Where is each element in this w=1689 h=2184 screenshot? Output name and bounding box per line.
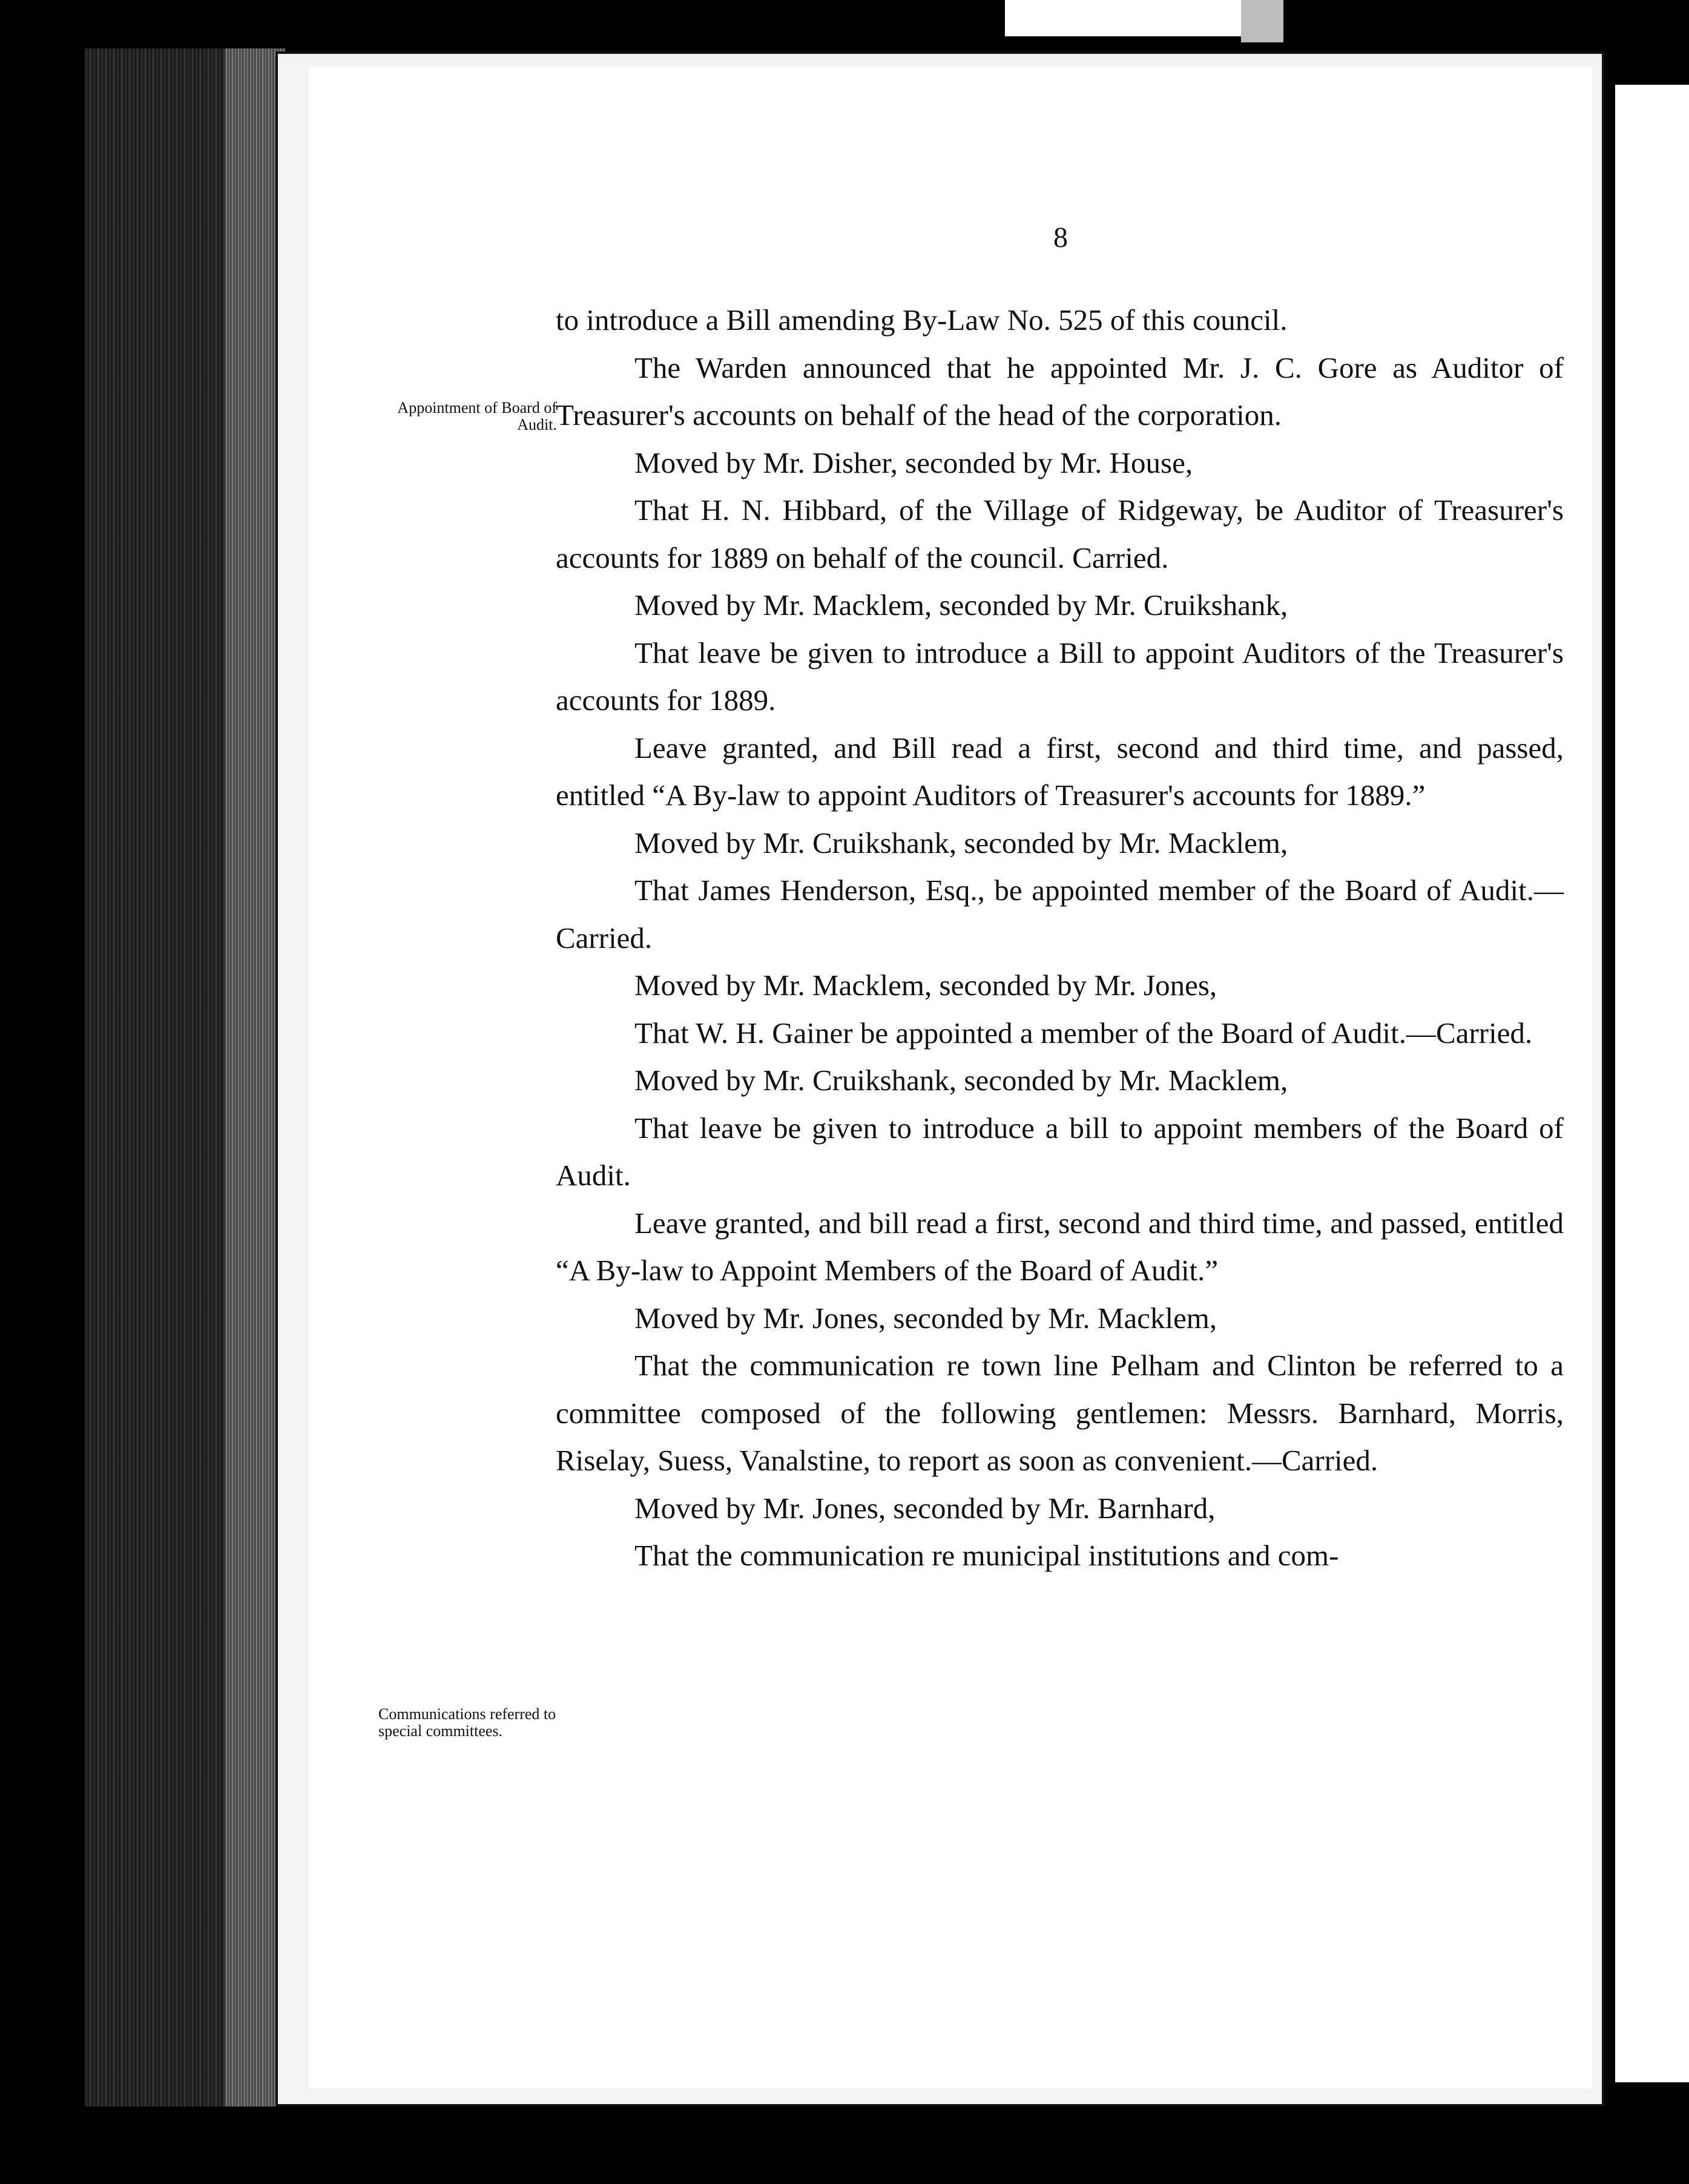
scan-artifact-top: [1005, 0, 1241, 36]
minutes-text: [556, 297, 1564, 1580]
paragraph: That the communication re municipal institutions and com-: [634, 1539, 1339, 1572]
margin-note-communications: Communications referred to special committees.: [378, 1705, 556, 1740]
page-number: 8: [1053, 222, 1068, 254]
paragraph: The Warden announced that he appointed Mr. J. C. Gore as Auditor of Treasurer's accounts on behalf of the head of the corporation.: [556, 350, 1564, 432]
motion-line: Moved by Mr. Macklem, seconded by Mr. Jones,: [634, 969, 1217, 1002]
motion-line: Moved by Mr. Cruikshank, seconded by Mr. Macklem,: [634, 826, 1288, 860]
motion-line: Moved by Mr. Jones, seconded by Mr. Macklem,: [634, 1301, 1217, 1335]
paragraph: to introduce a Bill amending By-Law No. 525 of this council.: [556, 303, 1288, 337]
margin-note-board-of-audit: Appointment of Board of Audit.: [397, 399, 557, 433]
motion-line: Moved by Mr. Jones, seconded by Mr. Barnhard,: [634, 1491, 1216, 1525]
paragraph: That leave be given to introduce a Bill to appoint Auditors of the Treasurer's accounts for 1889.: [556, 636, 1564, 717]
paragraph: That leave be given to introduce a bill to appoint members of the Board of Audit.: [556, 1111, 1564, 1192]
paragraph: That H. N. Hibbard, of the Village of Ridgeway, be Auditor of Treasurer's accounts for 1889 on behalf of the council. Carried.: [556, 493, 1564, 574]
motion-line: Moved by Mr. Macklem, seconded by Mr. Cruikshank,: [634, 588, 1288, 622]
adjacent-page-edge: [1615, 85, 1689, 2082]
paragraph: That the communication re town line Pelham and Clinton be referred to a committee composed of the following gentlemen: Messrs. Barnhard, Morris, Riselay, Suess, Vanalstine, to report as soon as convenient.—Carried.: [556, 1349, 1564, 1477]
paragraph: That W. H. Gainer be appointed a member of the Board of Audit.—Carried.: [634, 1016, 1533, 1050]
motion-line: Moved by Mr. Cruikshank, seconded by Mr. Macklem,: [634, 1064, 1288, 1097]
paragraph: Leave granted, and Bill read a first, second and third time, and passed, entitled “A By-law to appoint Auditors of Treasurer's accounts for 1889.”: [556, 731, 1564, 812]
scan-artifact-top-gray: [1241, 0, 1283, 42]
paragraph: That James Henderson, Esq., be appointed member of the Board of Audit.—Carried.: [556, 873, 1564, 955]
paragraph: Leave granted, and bill read a first, second and third time, and passed, entitled “A By-law to Appoint Members of the Board of Audit.”: [556, 1206, 1564, 1287]
motion-line: Moved by Mr. Disher, seconded by Mr. House,: [634, 446, 1193, 479]
